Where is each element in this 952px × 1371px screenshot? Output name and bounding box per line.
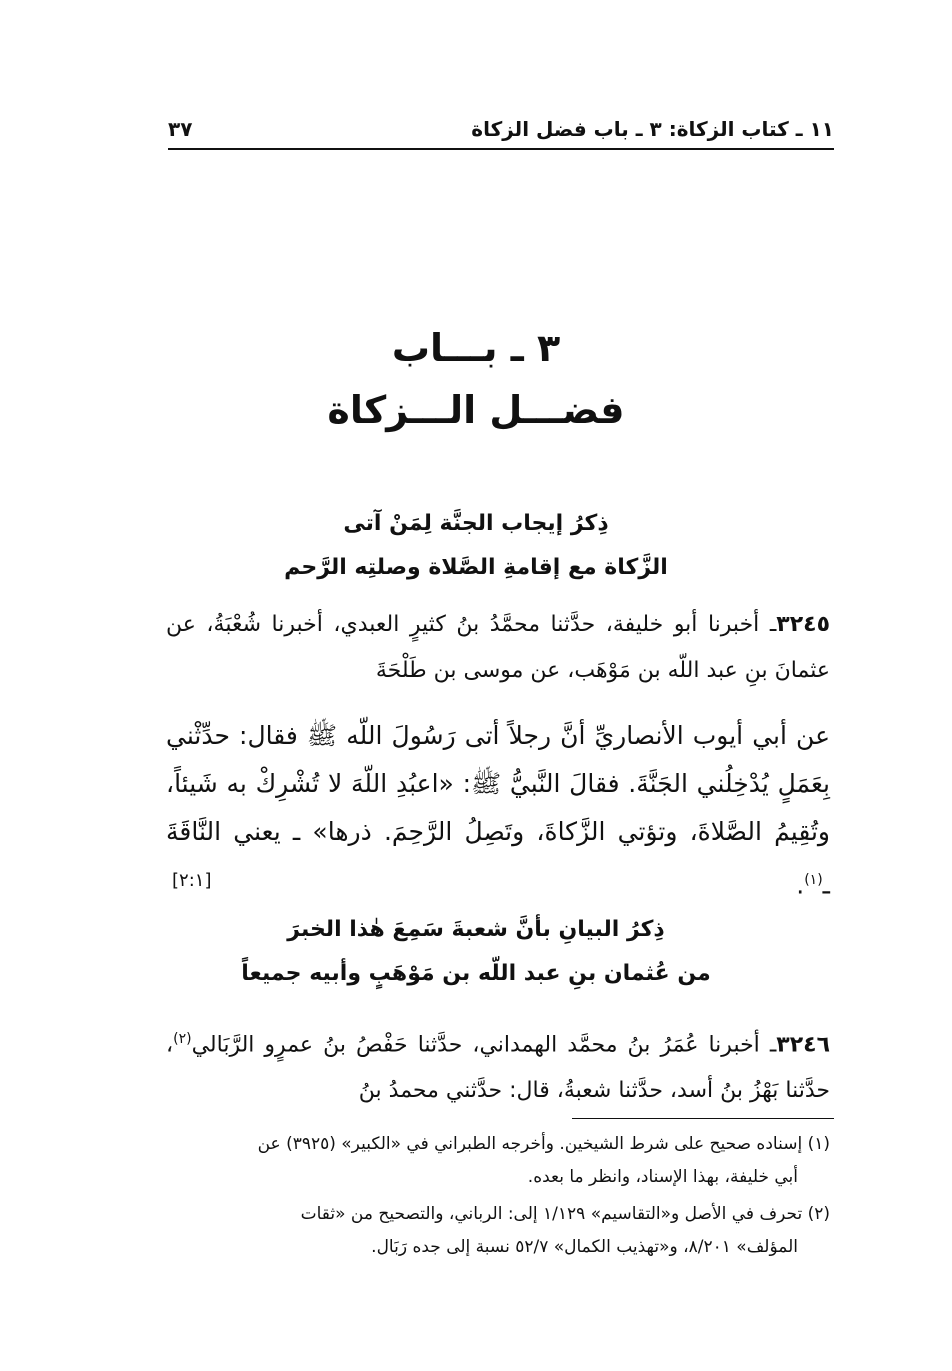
running-header [168, 112, 834, 146]
footnote-text-continued: المؤلف» ٨/٢٠١، و«تهذيب الكمال» ٥٢/٧ نسبة إلى جده رَبَال. [371, 1237, 798, 1257]
page-number: ٣٧ [168, 117, 193, 141]
header-rule [168, 148, 834, 150]
footnote-marker: (٢) [807, 1204, 830, 1224]
hadith-number: ٣٢٤٦ [776, 1032, 830, 1058]
running-title: ١١ ـ كتاب الزكاة: ٣ ـ باب فضل الزكاة [471, 117, 834, 141]
hadith-3246 [166, 1016, 830, 1114]
footnotes [166, 1128, 830, 1268]
footnote-marker: (١) [807, 1134, 830, 1154]
chapter-heading [120, 318, 832, 442]
footnote-text: إسناده صحيح على شرط الشيخين. وأخرجه الطبراني في «الكبير» (٣٩٢٥) عن [257, 1134, 803, 1154]
chapter-number: ٣ ـ بـــاب [391, 326, 561, 370]
footnote-marker: (٢) [173, 1031, 192, 1047]
hadith-text-continued: ، حدَّثنا بَهْزُ بنُ أسد، حدَّثنا شعبةُ، قال: حدَّثني محمدُ بنُ [166, 1032, 830, 1104]
section-heading-1 [120, 502, 832, 590]
section-heading-2 [120, 908, 832, 996]
hadith-text: ـ أخبرنا عُمَرُ بنُ محمَّد الهمداني، حدَّثنا حَفْصُ بنُ عمرٍو الرَّبَالي [191, 1032, 777, 1058]
footnote-2 [166, 1198, 830, 1264]
footnote-marker: (١) [804, 872, 823, 888]
matn-text: عن أبي أيوب الأنصاريِّ أنَّ رجلاً أتى رَسُولَ اللّه ﷺ فقال: حدِّثْني بِعَمَلٍ يُدْخِلُني الجَنَّةَ. فقالَ النَّبيُّ ﷺ: «اعبُدِ اللّهَ لا تُشْرِكْ به شَيئاً، وتُقِيمُ الصَّلاةَ، وتؤتي الزَّكاةَ، وتَصِلُ الرَّحِمَ. ذرها» ـ يعني النَّاقَةَ ـ [166, 721, 830, 900]
section-heading-1-line2: الزَّكاة مع إقامةِ الصَّلاة وصلتِه الرَّحم [284, 555, 668, 580]
section-heading-1-line1: ذِكرُ إيجاب الجنَّة لِمَنْ آتى [343, 511, 609, 536]
chapter-title: فضـــل الـــزكاة [327, 388, 625, 432]
footnote-text-continued: أبي خليفة، بهذا الإسناد، وانظر ما بعده. [527, 1167, 798, 1187]
section-heading-2-line1: ذِكرُ البيانِ بأنَّ شعبةَ سَمِعَ هٰذا الخبرَ [287, 917, 665, 942]
hadith-3245-isnad [166, 602, 830, 694]
section-heading-2-line2: من عُثمان بنِ عبد اللّه بن مَوْهَبٍ وأبيه جميعاً [241, 961, 711, 986]
source-reference: [٢:١] [172, 870, 212, 891]
isnad-text: ـ أخبرنا أبو خليفة، حدَّثنا محمَّدُ بنُ كثيرٍ العبدي، أخبرنا شُعْبَةُ، عن عثمانَ بنِ عبد اللّه بن مَوْهَب، عن موسى بن طَلْحَةَ [166, 612, 830, 683]
hadith-3245-matn: عن أبي أيوب الأنصاريِّ أنَّ رجلاً أتى رَسُولَ اللّه ﷺ فقال: حدِّثْني بِعَمَلٍ يُدْخِلُني الجَنَّةَ. فقالَ النَّبيُّ ﷺ: «اعبُدِ اللّهَ لا تُشْرِكْ به شَيئاً، وتُقِيمُ الصَّلاةَ، وتؤتي الزَّكاةَ، وتَصِلُ الرَّحِمَ. ذرها» ـ يعني النَّاقَةَ ـ$^{(١)}$. [166, 721, 830, 900]
footnote-1 [166, 1128, 830, 1194]
footnote-text: تحرف في الأصل و«التقاسيم» ١/١٢٩ إلى: الرباني، والتصحيح من «ثقات [300, 1204, 803, 1224]
footnote-rule [572, 1118, 834, 1119]
hadith-number: ٣٢٤٥ [776, 612, 830, 637]
